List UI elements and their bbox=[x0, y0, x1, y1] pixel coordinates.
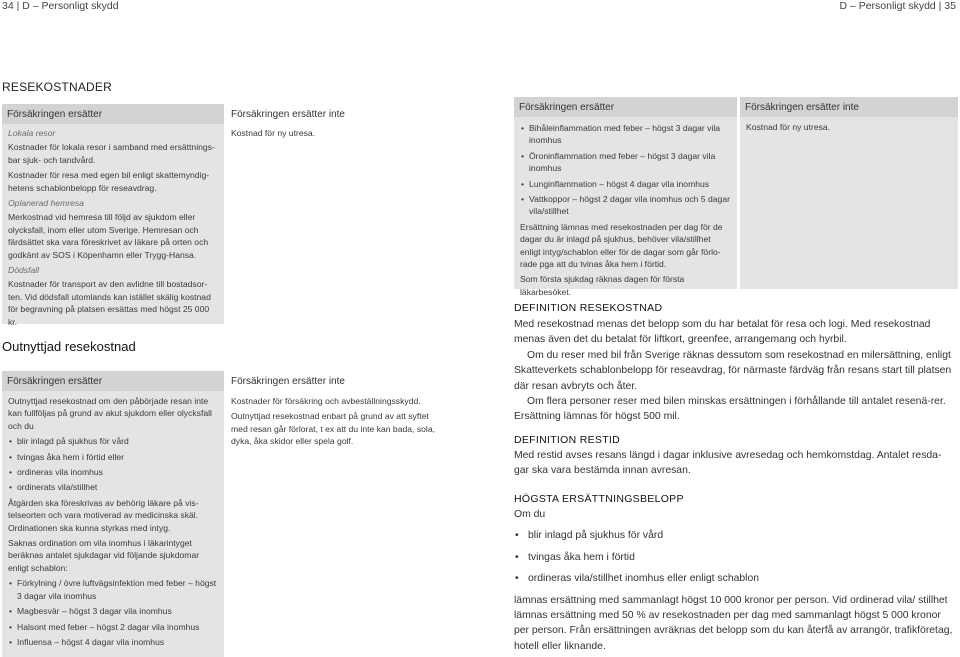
table3-header-not-covers: Försäkringen ersätter inte bbox=[740, 97, 958, 117]
table2-not-covers-p1: Kostnader för försäkring och avbeställningsskydd. bbox=[231, 396, 421, 406]
restid-p1: Med restid avses resans längd i dagar inklusive avresedag och hemkomstdag. Antalet resda-gar ska vara bestämda innan avresan. bbox=[514, 450, 942, 477]
page-header-left: 34 | D – Personligt skydd bbox=[2, 0, 119, 12]
page-header-right: D – Personligt skydd | 35 bbox=[839, 0, 956, 12]
table3-bullet-list bbox=[520, 122, 731, 218]
oplanerad-hemresa-title: Oplanerad hemresa bbox=[8, 198, 84, 209]
table1-not-covers-cell bbox=[231, 127, 501, 144]
list-item: • Influensa – högst 4 dagar vila inomhus bbox=[8, 636, 218, 648]
lokala-resor-title: Lokala resor bbox=[8, 128, 56, 138]
table3-covers-cell bbox=[514, 117, 737, 297]
table3-not-covers-text: Kostnad för ny utresa. bbox=[746, 122, 831, 132]
table3-header-covers: Försäkringen ersätter bbox=[514, 97, 737, 117]
oplanerad-hemresa-text: Merkostnad vid hemresa till följd av sjukdom eller olycksfall, inom eller utom Sverige. Hemresan och färdsättet ska vara föreskrivet av läkare på orten och godkänt av SOS i Köpenhamn eller Trygg-Hansa. bbox=[8, 212, 209, 260]
list-item: • Förkylning / övre luftvägsinfektion med feber – högst 3 dagar vila inomhus bbox=[8, 577, 218, 602]
list-item: • ordinerats vila/stillhet bbox=[8, 481, 218, 493]
list-item: • Öroninflammation med feber – högst 3 dagar vila inomhus bbox=[520, 150, 731, 175]
hogsta-intro: Om du bbox=[514, 509, 546, 520]
list-item: • tvingas åka hem i förtid eller bbox=[8, 451, 218, 463]
dodsfall-title: Dödsfall bbox=[8, 265, 40, 276]
resekostnad-p3: Om flera personer reser med bilen minskas ersättningen i förhållande till antalet resenä-rer. Ersättning lämnas för högst 500 mil. bbox=[514, 396, 946, 423]
definition-restid-body bbox=[514, 448, 956, 479]
hogsta-ersattningsbelopp-title: HÖGSTA ERSÄTTNINGSBELOPP bbox=[514, 493, 684, 505]
definition-restid-title: DEFINITION RESTID bbox=[514, 434, 621, 446]
list-item: • Bihåleinflammation med feber – högst 3 dagar vila inomhus bbox=[520, 122, 731, 147]
table1-header-covers: Försäkringen ersätter bbox=[2, 104, 224, 124]
list-item: • Vattkoppor – högst 2 dagar vila inomhus och 5 dagar vila/stillhet bbox=[520, 193, 731, 218]
table2-intro: Outnyttjad resekostnad om den påbörjade resan inte kan fullföljas på grund av akut sjukdom eller olycksfall och du bbox=[8, 396, 212, 431]
table1-covers-cell bbox=[2, 124, 224, 327]
section-title: RESEKOSTNADER bbox=[2, 80, 112, 94]
subheading-outnyttjad: Outnyttjad resekostnad bbox=[2, 339, 136, 354]
table2-header-covers: Försäkringen ersätter bbox=[2, 371, 224, 391]
table3-p2: Som första sjukdag räknas dagen för första läkarbesöket. bbox=[520, 274, 685, 297]
table2-header-not-covers: Försäkringen ersätter inte bbox=[231, 376, 345, 387]
table2-covers-cell bbox=[2, 391, 224, 657]
list-item: • Magbesvär – högst 3 dagar vila inomhus bbox=[8, 605, 218, 617]
table3-p1: Ersättning lämnas med resekostnaden per dag för de dagar du är inlagd på sjukhus, behöver vila/stillhet enligt intyg/schablon eller för de dagar som går förlo-rade pga att du tvinas åka hem i förtid. bbox=[520, 221, 723, 270]
table1-not-covers-text: Kostnad för ny utresa. bbox=[231, 128, 316, 138]
list-item: • blir inlagd på sjukhus för vård bbox=[514, 528, 956, 543]
table2-p3: Saknas ordination om vila inomhus i läkarintyget beräknas antalet sjukdagar vid följande sjukdomar enligt schablon: bbox=[8, 538, 200, 573]
hogsta-p2: lämnas ersättning med sammanlagt högst 10 000 kronor per person. Vid ordinerad vila/ stillhet lämnas ersättning med 50 % av resekostnaden per dag med sammanlagt högst 5 000 kronor per person. Från ersättningen avräknas det belopp som du kan återfå av arrangör, trafikföretag, hotell eller liknande. bbox=[514, 594, 953, 652]
lokala-resor-text1: Kostnader för lokala resor i samband med ersättnings-bar sjuk- och tandvård. bbox=[8, 142, 215, 165]
table1-header-not-covers: Försäkringen ersätter inte bbox=[231, 109, 345, 120]
dodsfall-text: Kostnader för transport av den avlidne till bostadsor-ten. Vid dödsfall utomlands kan istället skälig kostnad för begravning på platsen ersättas med högst 25 000 kr. bbox=[8, 279, 211, 327]
table2-not-covers-p2: Outnyttjad resekostnad enbart på grund av att syftet med resan går förlorat, t ex att du inte kan bada, sola, dyka, åka skidor eller spela golf. bbox=[231, 411, 435, 447]
definition-resekostnad-title: DEFINITION RESEKOSTNAD bbox=[514, 302, 663, 314]
list-item: • ordineras vila inomhus bbox=[8, 466, 218, 478]
list-item: • Lunginflammation – högst 4 dagar vila inomhus bbox=[520, 178, 731, 190]
list-item: • ordineras vila/stillhet inomhus eller enligt schablon bbox=[514, 571, 956, 586]
list-item: • tvingas åka hem i förtid bbox=[514, 550, 956, 565]
table2-bullet-list bbox=[8, 435, 218, 494]
hogsta-ersattningsbelopp-body bbox=[514, 507, 956, 654]
list-item: • Halsont med feber – högst 2 dagar vila inomhus bbox=[8, 621, 218, 633]
resekostnad-p1: Med resekostnad menas det belopp som du har betalat för resa och logi. Med resekostnad menas även det du betalat för liftkort, greenfee, arrangemang och hyrbil. bbox=[514, 319, 931, 346]
definition-resekostnad-body bbox=[514, 317, 956, 425]
table2-bullet-list-2 bbox=[8, 577, 218, 648]
lokala-resor-text2: Kostnader för resa med egen bil enligt skattemyndig-hetens schablonbelopp för reseavdrag. bbox=[8, 170, 210, 193]
resekostnad-p2: Om du reser med bil från Sverige räknas dessutom som resekostnad en milersättning, enligt Skatteverkets schablonbelopp för reseavdrag, för närmaste färdväg från resans start till platsen där resan avbryts och åter. bbox=[514, 349, 952, 392]
hogsta-bullet-list bbox=[514, 528, 956, 586]
list-item: • blir inlagd på sjukhus för vård bbox=[8, 435, 218, 447]
table3-not-covers-cell bbox=[740, 117, 958, 289]
table2-not-covers-cell bbox=[231, 395, 443, 453]
table2-p2: Åtgärden ska föreskrivas av behörig läkare på vis-telseorten och vara motiverad av medicinska skäl. Ordinationen ska kunna styrkas med intyg. bbox=[8, 497, 199, 533]
